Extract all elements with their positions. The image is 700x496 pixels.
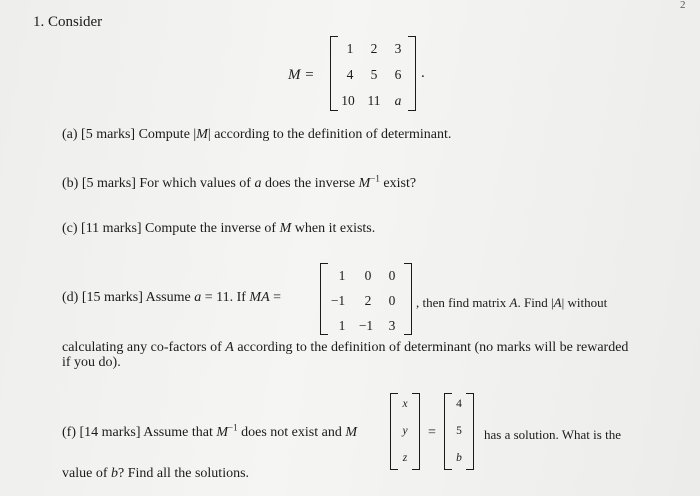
matrix-m-cell: a [394, 93, 402, 108]
part-c-post: when it exists. [291, 221, 376, 236]
part-d-after-pre: , then find matrix [416, 295, 510, 310]
question-intro: Consider [48, 14, 103, 30]
part-d-var-a-matrix: A [509, 295, 518, 310]
part-d-var-ma: MA [249, 290, 270, 305]
equals-sign: = [428, 425, 436, 440]
vector-xyz-cell: z [402, 452, 408, 464]
part-d-line2-pre: calculating any co-factors of [62, 340, 226, 355]
part-b-var-a: a [254, 176, 262, 191]
part-d-line2 [62, 341, 628, 355]
part-d-eq2: = [269, 290, 282, 305]
matrix-m-label: M = [288, 67, 315, 83]
part-a [62, 128, 451, 142]
part-f-var-m: M [216, 425, 229, 440]
vector-b-cell: b [456, 452, 462, 464]
part-a-pre: (a) [5 marks] Compute | [62, 127, 197, 142]
matrix-ma [320, 263, 412, 335]
part-b-post: exist? [379, 176, 417, 191]
part-c [62, 222, 375, 236]
part-f-line2-pre: value of [62, 466, 111, 481]
part-f-exponent: −1 [228, 422, 238, 433]
matrix-m-cell: 11 [367, 93, 381, 108]
matrix-m-period: . [421, 65, 425, 81]
part-a-var: M [196, 127, 208, 142]
part-d-after [416, 296, 607, 309]
vector-b-cell: 5 [456, 425, 462, 437]
part-d-eq: = 11. If [201, 290, 250, 305]
matrix-ma-cell: 3 [388, 318, 396, 333]
part-c-var: M [279, 221, 292, 236]
question-number-text: 1. [33, 14, 45, 30]
part-d-line3: if you do). [62, 355, 121, 370]
matrix-ma-cell: 0 [388, 268, 396, 283]
vector-xyz-cell: x [402, 398, 408, 410]
part-d-var-a: a [194, 290, 202, 305]
vector-b [444, 393, 474, 470]
part-f-post: has a solution. What is the [484, 427, 621, 442]
part-d-pre: (d) [15 marks] Assume [62, 290, 195, 305]
matrix-m-cell: 6 [394, 67, 402, 82]
part-f-line2-var: b [110, 466, 118, 481]
part-f-line1 [62, 422, 357, 440]
matrix-ma-cell: 2 [364, 293, 372, 308]
part-d-line2-var: A [225, 340, 234, 355]
part-f-line2 [62, 467, 249, 481]
part-a-post: | according to the definition of determinant. [207, 127, 452, 142]
matrix-m-cell: 2 [370, 41, 378, 56]
vector-xyz-cell: y [402, 425, 408, 437]
matrix-ma-cell: 0 [388, 293, 396, 308]
matrix-ma-cell: 1 [338, 318, 346, 333]
matrix-m-cell: 1 [346, 41, 354, 56]
part-d-var-a-det: A [553, 295, 562, 310]
part-d-after-post: | without [561, 295, 608, 310]
part-d-line1 [62, 291, 281, 305]
vector-b-right-bracket [466, 393, 474, 470]
part-b-exponent: −1 [370, 173, 380, 184]
part-d-after-mid: . Find | [517, 295, 554, 310]
matrix-m-cell: 3 [394, 41, 402, 56]
vector-xyz-right-bracket [412, 393, 420, 470]
matrix-ma-cell: −1 [330, 293, 346, 308]
part-b-mid: does the inverse [261, 176, 359, 191]
matrix-m [330, 36, 416, 111]
corner-mark: 2 [680, 0, 686, 11]
matrix-ma-cell: −1 [358, 318, 374, 333]
part-b-pre: (b) [5 marks] For which values of [62, 176, 255, 191]
matrix-m-cell: 10 [341, 93, 355, 108]
question-number [33, 15, 102, 30]
vector-b-cell: 4 [456, 398, 462, 410]
part-b [62, 173, 417, 191]
part-f-mid: does not exist and [237, 425, 346, 440]
vector-xyz-left-bracket [390, 393, 398, 470]
vector-b-left-bracket [444, 393, 452, 470]
matrix-m-cell: 5 [370, 67, 378, 82]
part-f-line2-post: ? Find all the solutions. [117, 466, 250, 481]
vector-xyz [390, 393, 420, 470]
part-d-line2-post: according to the definition of determinant (no marks will be rewarded [233, 340, 629, 355]
matrix-ma-cell: 0 [364, 268, 372, 283]
matrix-ma-cell: 1 [338, 268, 346, 283]
matrix-ma-right-bracket [404, 263, 412, 335]
part-b-var-m: M [358, 176, 371, 191]
part-f-pre: (f) [14 marks] Assume that [62, 425, 217, 440]
part-f-var-m2: M [345, 425, 357, 440]
matrix-m-cell: 4 [346, 67, 354, 82]
part-c-pre: (c) [11 marks] Compute the inverse of [62, 221, 280, 236]
